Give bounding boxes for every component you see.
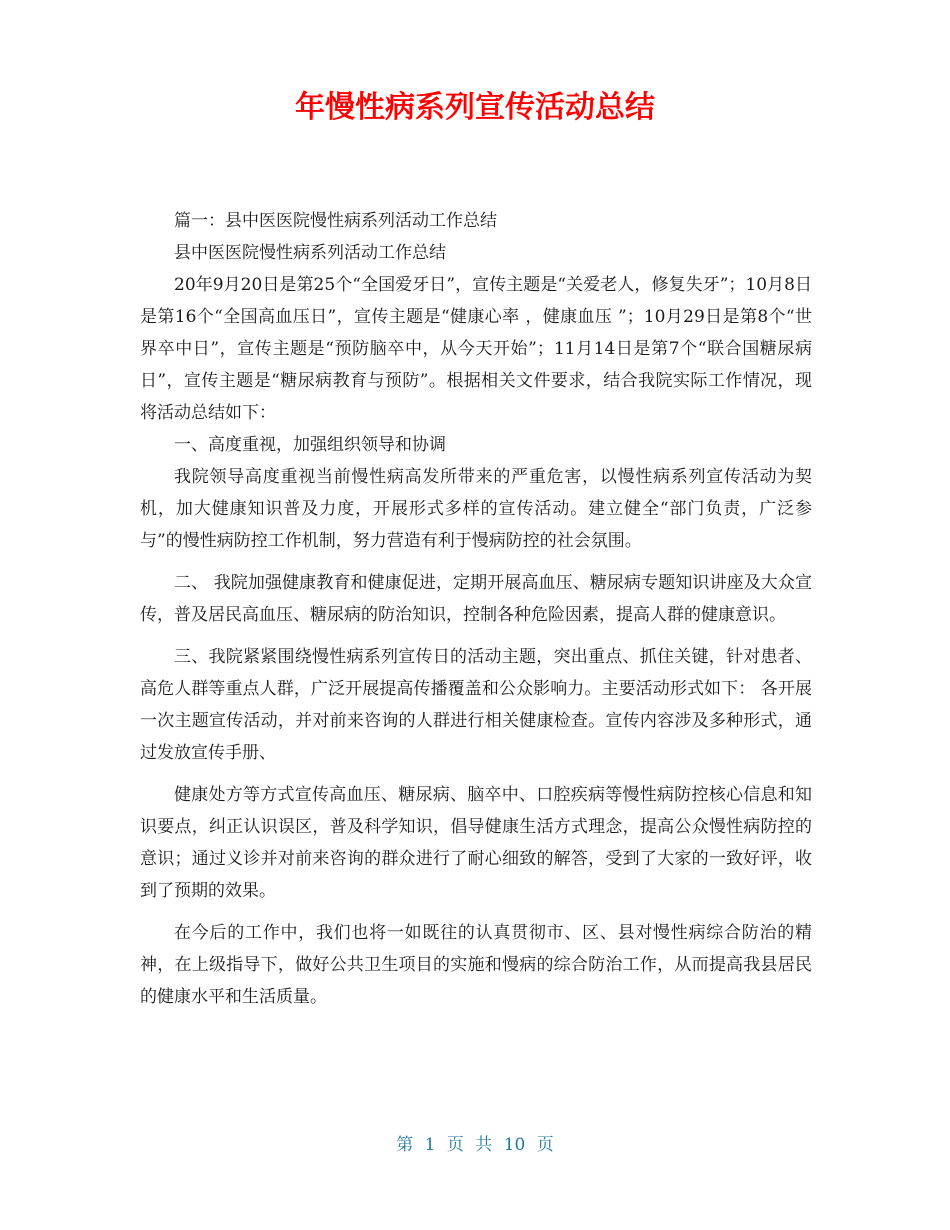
page-footer: 第 1 页 共 10 页	[396, 1135, 554, 1155]
paragraph-section-3-continued: 健康处方等方式宣传高血压、糖尿病、脑卒中、口腔疾病等慢性病防控核心信息和知识要点，纠正认识误区，普及科学知识，倡导健康生活方式理念，提高公众慢性病防控的意识；通过义诊并对前来咨询的群众进行了耐心细致的解答，受到了大家的一致好评，收到了预期的效果。	[140, 785, 812, 901]
paragraph-subtitle: 县中医医院慢性病系列活动工作总结	[174, 243, 446, 263]
paragraph-intro: 20年9月20日是第25个“全国爱牙日”，宣传主题是“关爱老人，修复失牙”；10月8日是第16个“全国高血压日”，宣传主题是“健康心率 ，健康血压 ”；10月29日是第8个“世界卒中日”，宣传主题是“预防脑卒中，从今天开始”；11月14日是第7个“联合国糖尿病日”，宣传主题是“糖尿病教育与预防”。根据相关文件要求，结合我院实际工作情况，现将活动总结如下：	[140, 275, 812, 423]
paragraph-section-1-heading: 一、高度重视，加强组织领导和协调	[174, 435, 446, 455]
paragraph-section-3: 三、我院紧紧围绕慢性病系列宣传日的活动主题，突出重点、抓住关键，针对患者、高危人群等重点人群，广泛开展提高传播覆盖和公众影响力。主要活动形式如下： 各开展一次主题宣传活动，并对前来咨询的人群进行相关健康检查。宣传内容涉及多种形式，通过发放宣传手册、	[140, 647, 812, 763]
paragraph-section-1-body: 我院领导高度重视当前慢性病高发所带来的严重危害，以慢性病系列宣传活动为契机，加大健康知识普及力度，开展形式多样的宣传活动。建立健全“部门负责，广泛参与”的慢性病防控工作机制，努力营造有利于慢病防控的社会氛围。	[140, 467, 812, 551]
paragraph-conclusion: 在今后的工作中，我们也将一如既往的认真贯彻市、区、县对慢性病综合防治的精神，在上级指导下，做好公共卫生项目的实施和慢病的综合防治工作，从而提高我县居民的健康水平和生活质量。	[140, 923, 812, 1007]
paragraph-section-2: 二、 我院加强健康教育和健康促进，定期开展高血压、糖尿病专题知识讲座及大众宣传，普及居民高血压、糖尿病的防治知识，控制各种危险因素，提高人群的健康意识。	[140, 573, 812, 625]
document-body	[140, 205, 812, 1013]
document-title: 年慢性病系列宣传活动总结	[295, 90, 655, 125]
paragraph-article-heading: 篇一：县中医医院慢性病系列活动工作总结	[174, 211, 497, 231]
